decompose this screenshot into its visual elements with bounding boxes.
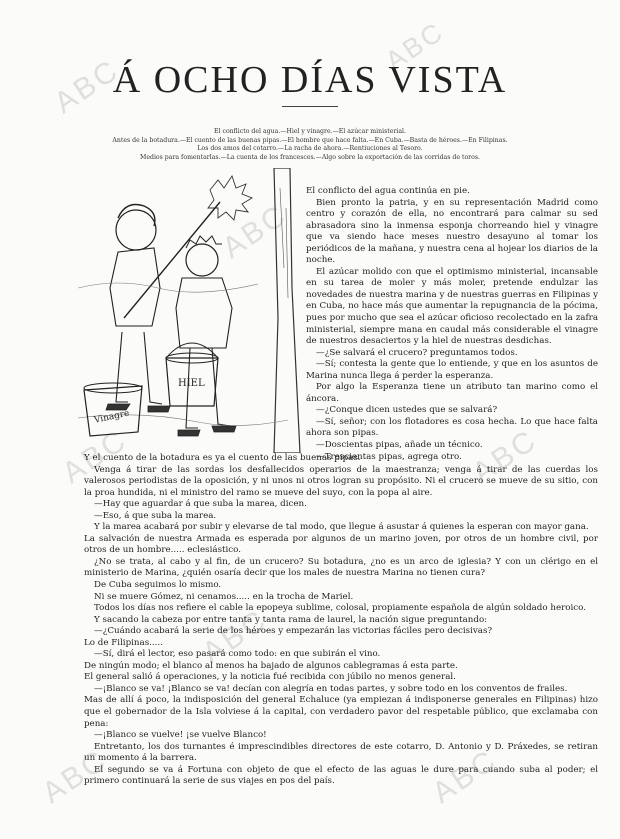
paragraph: Por algo la Esperanza tiene un atributo tan marino como el áncora.: [306, 382, 598, 404]
paragraph: Y la marea acabará por subir y elevarse de tal modo, que llegue á asustar á quienes la esperan con mayor gana.: [94, 522, 589, 533]
paragraph: Todos los días nos refiere el cable la epopeya sublime, colosal, propiamente española de algún soldado heroico.: [94, 603, 586, 614]
paragraph: La salvación de nuestra Armada es esperada por algunos de un marino joven, por otros de un hombre civil, por otros de un hombre..... eclesiástico.: [84, 533, 598, 556]
paragraph: —Sí, señor; con los flotadores es cosa hecha. Lo que hace falta ahora son pipas.: [306, 416, 598, 439]
watermark: ABC: [196, 603, 274, 671]
summary-line: Los dos amos del cotarro.—La racha de ahora.—Rentiuciones al Tesoro.: [197, 145, 423, 153]
right-child-body: [176, 278, 232, 348]
article-body: [84, 453, 598, 788]
summary-line: Antes de la botadura.—El cuento de las buenas pipas.—El hombre que hace falta.—En Cuba.—Basta de héroes.—En Filipinas.: [112, 136, 508, 144]
paragraph: El azúcar molido con que el optimismo ministerial, incansable en su tarea de moler y más moler, pretende endulzar las novedades de nuestra marina y de nuestras guerras en Filipinas y en Cuba, no hace más que aumentar la repugnancia de la pócima, pues por mucho que sea el azúcar oficioso recolectado en la zafra ministerial, siempre mana en caudal más considerable el vinagre de nuestros desaciertos y la hiel de nuestras desdichas.: [306, 266, 598, 347]
cartoon-illustration: [78, 168, 306, 453]
watermark: ABC: [216, 198, 294, 266]
article-column: [306, 186, 598, 463]
tree-trunk: [274, 168, 300, 453]
watermark: ABC: [36, 743, 114, 811]
summary-line: Medios para fomentarlas.—La cuenta de los francesces.—Algo sobre la exportación de las corridas de toros.: [139, 153, 481, 161]
sponge-splash: [208, 176, 252, 220]
paragraph: Bien pronto la patria, y en su representación Madrid como centro y corazón de ella, no encontrará para calmar su sed abrasadora sino la inmensa esponja chorreando hiel y vinagre que va siendo hace meses nuestro desayuno al tomar los periódicos de la mañana, y nuestra cena al hojear los diarios de la noche.: [306, 197, 598, 266]
title-divider: [282, 106, 338, 107]
paragraph: —¡Blanco se va! ¡Blanco se va! decían con alegría en todas partes, y sobre todo en los conventos de frailes.: [94, 683, 568, 694]
paragraph: El conflicto del agua continúa en pie.: [306, 186, 470, 196]
paragraph: Y sacando la cabeza por entre tanta y tanta rama de laurel, la nación sigue preguntando:: [94, 614, 488, 625]
paragraph: —¿Conque dicen ustedes que se salvará?: [316, 405, 498, 416]
left-child-head: [116, 210, 156, 250]
paragraph: De Cuba seguimos lo mismo.: [94, 580, 222, 591]
paragraph: Ni se muere Gómez, ni cenamos..... en la trocha de Mariel.: [94, 591, 354, 602]
sponge-stick: [124, 202, 220, 318]
paragraph: —Sí; contesta la gente que lo entiende, y que en los asuntos de Marina nunca llega á perder la esperanza.: [306, 359, 598, 381]
paragraph: Entretanto, los dos turnantes é imprescindibles directores de este cotarro, D. Antonio y D. Práxedes, se retiran un momento á la barrera.: [84, 741, 598, 764]
summary-line: El conflicto del agua.—Hiel y vinagre.—El azúcar ministerial.: [214, 128, 406, 135]
paragraph: —Eso, á que suba la marea.: [94, 510, 217, 521]
page-title: Á OCHO DÍAS VISTA: [112, 59, 508, 101]
hiel-label: HIEL: [178, 378, 205, 389]
watermark: ABC: [56, 423, 134, 491]
paragraph: Y el cuento de la botadura es ya el cuento de las buenas pipas.: [84, 453, 361, 463]
paragraph: Lo de Filipinas.....: [84, 637, 163, 648]
right-child-head: [186, 244, 218, 276]
article-summary: [60, 128, 560, 162]
paragraph: —Sí, dirá el lector, eso pasará como todo: en que subirán el vino.: [94, 649, 381, 660]
paragraph: De ningún modo; el blanco al menos ha bajado de algunos cablegramas á esta parte.: [84, 660, 458, 671]
paragraph: —Hay que aguardar á que suba la marea, dicen.: [94, 499, 307, 510]
paragraph: —¿Se salvará el crucero? preguntamos todos.: [316, 347, 518, 358]
paragraph: ¿No se trata, al cabo y al fin, de un crucero? Su botadura, ¿no es un arco de iglesia? Y con un clérigo en el ministerio de Marina, ¿quién osaría decir que los males de nuestra Marina no tienen cura?: [84, 556, 598, 579]
watermark: ABC: [380, 16, 450, 77]
paragraph: —¿Cuándo acabará la serie de los héroes y empezarán las victorias fáciles pero decisivas?: [94, 626, 493, 637]
paragraph: El general salió á operaciones, y la noticia fué recibida con júbilo no menos general.: [84, 672, 456, 683]
watermark: ABC: [48, 53, 126, 121]
watermark: ABC: [426, 743, 504, 811]
paragraph: —Trescientas pipas, agrega otro.: [316, 451, 462, 462]
paragraph: El segundo se va á Fortuna con objeto de que el efecto de las aguas le dure para cuando suba al poder; el primero continuará la serie de sus viajes en pos del país.: [84, 764, 598, 787]
vinagre-label: Vinagre: [93, 408, 131, 426]
paragraph: —Doscientas pipas, añade un técnico.: [316, 440, 483, 451]
paragraph: Mas de allí á poco, la indisposición del general Echaluce (ya empiezan á indisponerse generales en Filipinas) hizo que el gobernador de la Isla volviese á la capital, con verdadero pavor del respetable público, que exclamaba con pena:: [84, 695, 598, 729]
paragraph: —¡Blanco se vuelve! ¡se vuelve Blanco!: [94, 730, 267, 741]
watermark: ABC: [466, 423, 544, 491]
paragraph: Venga á tirar de las sordas los desfallecidos operarios de la maestranza; venga á tirar de las cuerdas los valerosos periodistas de la oposición, y ni unos ni otros logran su propósito. Ni el crucero se mueve de su sitio, con la proa hundida, ni el ministro del ramo se mueve del suyo, con la popa al aire.: [84, 464, 598, 498]
